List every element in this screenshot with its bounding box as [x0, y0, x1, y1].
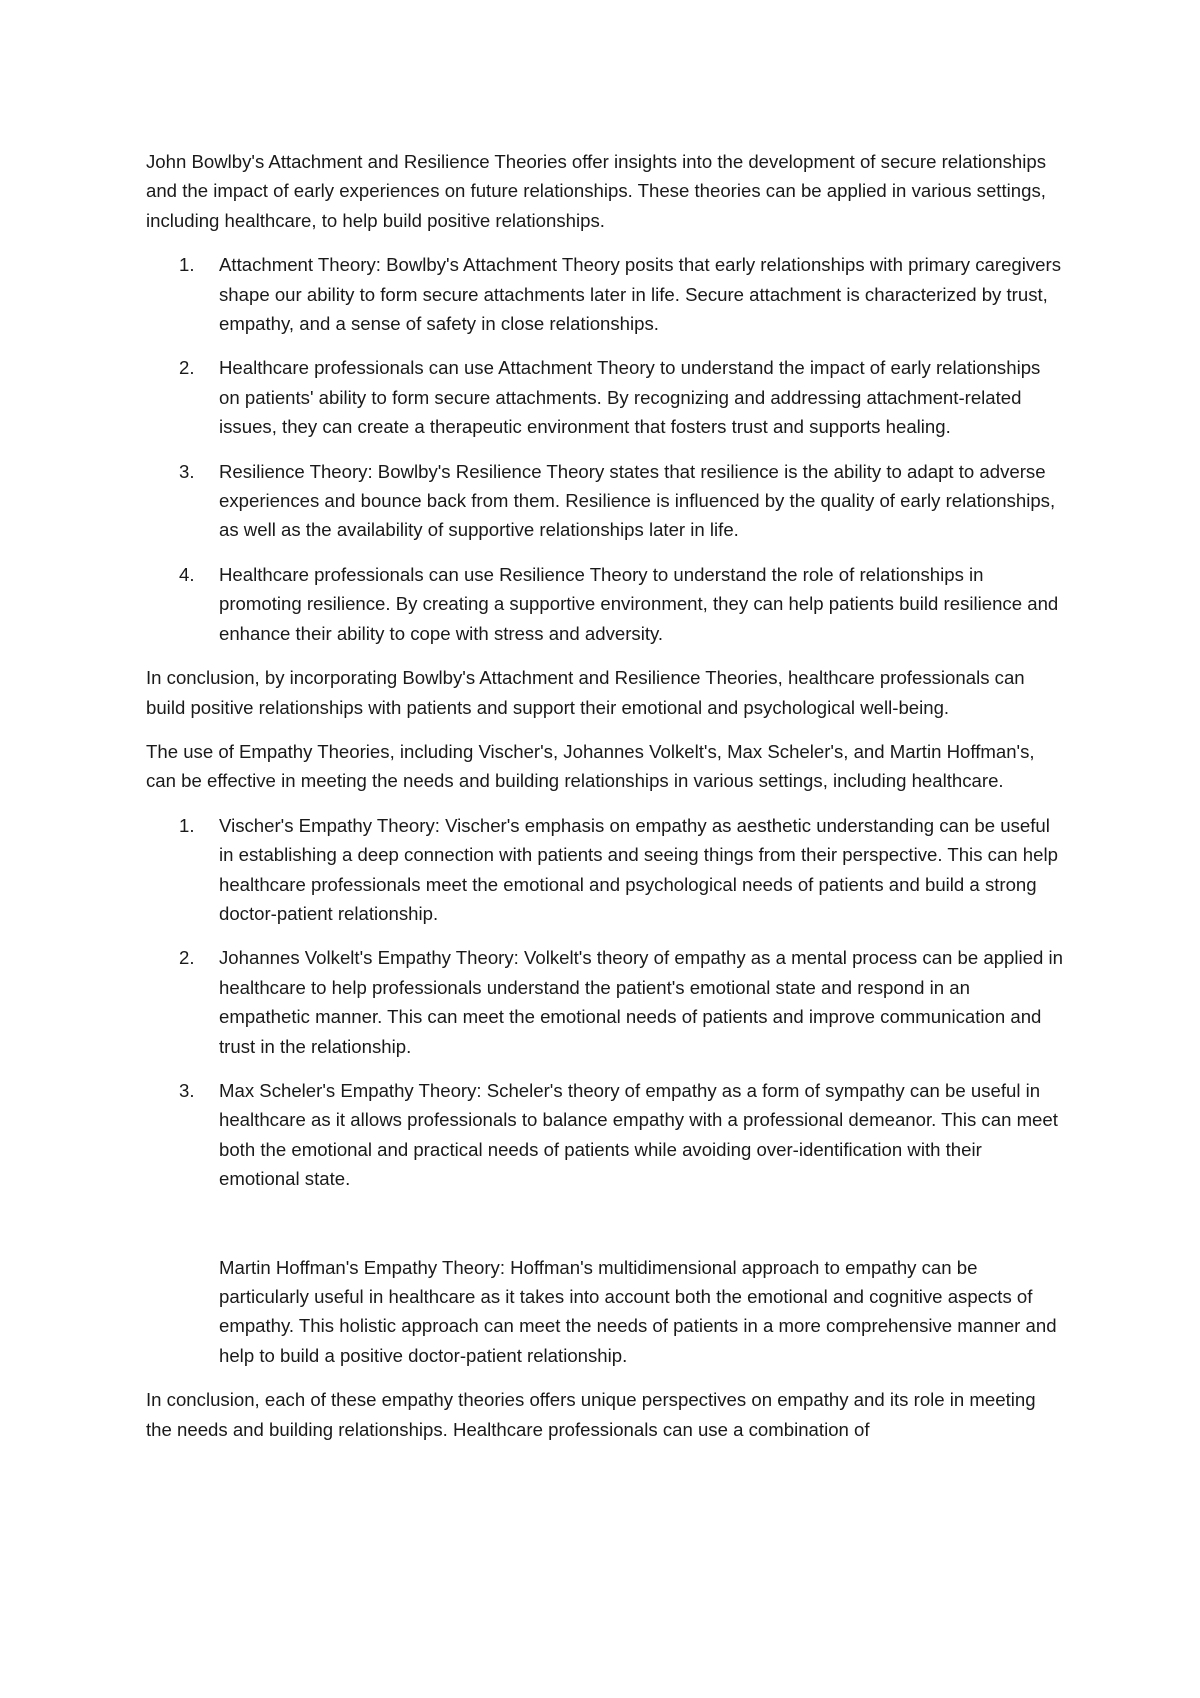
list-item-text: Healthcare professionals can use Attachment Theory to understand the impact of early relationships on patients' ability to form secure attachments. By recognizing and addressing attachment-related issues, they can create a therapeutic environment that fosters trust and supports healing.: [219, 357, 1041, 438]
blank-space: [146, 1209, 1066, 1253]
empathy-intro-paragraph: The use of Empathy Theories, including Vischer's, Johannes Volkelt's, Max Scheler's, and Martin Hoffman's, can be effective in meeting the needs and building relationships in various settings, including healthcare.: [146, 740, 1035, 792]
list-number: 2.: [179, 357, 195, 379]
conclusion-paragraph-1: In conclusion, by incorporating Bowlby's Attachment and Resilience Theories, healthcare professionals can build positive relationships with patients and support their emotional and psychological well-being.: [146, 667, 1025, 718]
list-item-text: Attachment Theory: Bowlby's Attachment Theory posits that early relationships with primary caregivers shape our ability to form secure attachments later in life. Secure attachment is characterized by trust, empathy, and a sense of safety in close relationships.: [219, 254, 1062, 335]
list-item-text: Johannes Volkelt's Empathy Theory: Volkelt's theory of empathy as a mental process can be applied in healthcare to help professionals understand the patient's emotional state and respond in an empathetic manner. This can meet the emotional needs of patients and improve communication and trust in the relationship.: [219, 947, 1063, 1057]
list-item: [146, 250, 1066, 338]
list-item: [146, 560, 1066, 648]
conclusion-paragraph-2: In conclusion, each of these empathy theories offers unique perspectives on empathy and its role in meeting the needs and building relationships. Healthcare professionals can use a combination of: [146, 1389, 1036, 1440]
list-number: 2.: [179, 947, 195, 969]
bowlby-list: [146, 250, 1066, 648]
list-item-text: Resilience Theory: Bowlby's Resilience Theory states that resilience is the ability to adapt to adverse experiences and bounce back from them. Resilience is influenced by the quality of early relationships, as well as the availability of supportive relationships later in life.: [219, 460, 1056, 541]
list-item: [146, 1076, 1066, 1194]
list-item: [146, 457, 1066, 545]
list-number: 1.: [179, 254, 195, 276]
list-number: 1.: [179, 814, 195, 836]
list-number: 3.: [179, 460, 195, 482]
list-item-text: Max Scheler's Empathy Theory: Scheler's theory of empathy as a form of sympathy can be useful in healthcare as it allows professionals to balance empathy with a professional demeanor. This can meet both the emotional and practical needs of patients while avoiding over-identification with their emotional state.: [219, 1079, 1058, 1190]
empathy-list: [146, 811, 1066, 1194]
intro-paragraph: John Bowlby's Attachment and Resilience Theories offer insights into the development of secure relationships and the impact of early experiences on future relationships. These theories can be applied in various settings, including healthcare, to help build positive relationships.: [146, 151, 1047, 231]
list-number: 3.: [179, 1079, 195, 1101]
list-item: [146, 811, 1066, 929]
list-item: [146, 943, 1066, 1061]
document-body: [146, 147, 1066, 1459]
hoffman-paragraph: Martin Hoffman's Empathy Theory: Hoffman's multidimensional approach to empathy can be particularly useful in healthcare as it takes into account both the emotional and cognitive aspects of empathy. This holistic approach can meet the needs of patients in a more comprehensive manner and help to build a positive doctor-patient relationship.: [219, 1256, 1057, 1366]
list-item-text: Vischer's Empathy Theory: Vischer's emphasis on empathy as aesthetic understanding can be useful in establishing a deep connection with patients and seeing things from their perspective. This can help healthcare professionals meet the emotional and psychological needs of patients and build a strong doctor-patient relationship.: [219, 814, 1058, 924]
list-item-text: Healthcare professionals can use Resilience Theory to understand the role of relationships in promoting resilience. By creating a supportive environment, they can help patients build resilience and enhance their ability to cope with stress and adversity.: [219, 563, 1059, 644]
list-number: 4.: [179, 563, 195, 585]
list-item: [146, 353, 1066, 441]
